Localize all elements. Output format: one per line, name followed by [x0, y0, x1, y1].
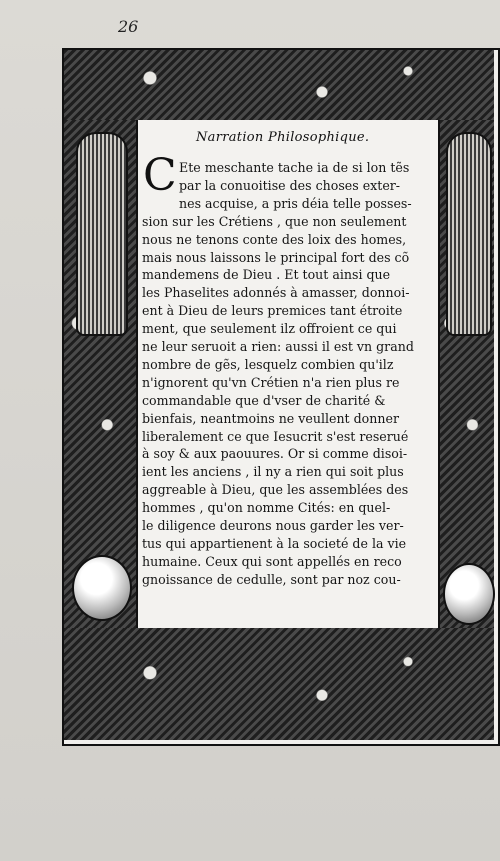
- text-line: nes acquise, a pris déia telle posses-: [179, 195, 412, 211]
- text-line: le diligence deurons nous garder les ver-: [142, 518, 404, 533]
- drop-cap: C: [143, 150, 177, 201]
- text-line: n'ignorent qu'vn Crétien n'a rien plus re: [142, 374, 400, 390]
- text-line: commandable que d'vser de charité &: [142, 392, 386, 408]
- text-line: hommes , qu'on nomme Cités: en quel-: [142, 500, 391, 516]
- top-ornamental-border: [64, 50, 494, 120]
- text-line: mandemens de Dieu . Et tout ainsi que: [142, 267, 391, 283]
- text-line: ient les anciens , il ny a rien qui soit plus: [142, 464, 404, 480]
- bottom-ornamental-border: [64, 628, 494, 740]
- text-line: ne leur seruoit a rien: aussi il est vn grand: [142, 339, 414, 354]
- left-caryatid-figure: [76, 132, 128, 336]
- text-line: tus qui appartienent à la societé de la vie: [142, 535, 407, 551]
- text-line: ent à Dieu de leurs premices tant étroite: [142, 303, 403, 319]
- right-caryatid-figure: [446, 132, 492, 336]
- text-line: ment, que seulement ilz offroient ce qui: [142, 321, 397, 337]
- left-orb-ornament: [72, 555, 132, 621]
- right-orb-ornament: [443, 563, 495, 625]
- text-line: à soy & aux paouures. Or si comme disoi-: [142, 446, 408, 462]
- text-line: bienfais, neantmoins ne veullent donner: [142, 410, 399, 426]
- text-line: nombre de gẽs, lesquelz combien qu'ilz: [142, 356, 394, 372]
- text-line: mais nous laissons le principal fort des cõ: [142, 249, 410, 265]
- text-line: par la conuoitise des choses exter-: [179, 177, 401, 193]
- text-line: Ete meschante tache ia de si lon tẽs: [179, 160, 410, 175]
- section-heading: Narration Philosophique.: [196, 130, 370, 145]
- text-line: les Phaselites adonnés à amasser, donnoi-: [142, 285, 410, 301]
- text-line: aggreable à Dieu, que les assemblées des: [142, 482, 409, 498]
- text-line: humaine. Ceux qui sont appellés en reco: [142, 553, 402, 569]
- text-line: nous ne tenons conte des loix des homes,: [142, 231, 407, 247]
- text-line: sion sur les Crétiens , que non seulement: [142, 213, 407, 229]
- text-line: liberalement ce que Iesucrit s'est reserué: [142, 428, 409, 444]
- text-line: gnoissance de cedulle, sont par noz cou-: [142, 571, 401, 587]
- page-number: 26: [118, 17, 139, 36]
